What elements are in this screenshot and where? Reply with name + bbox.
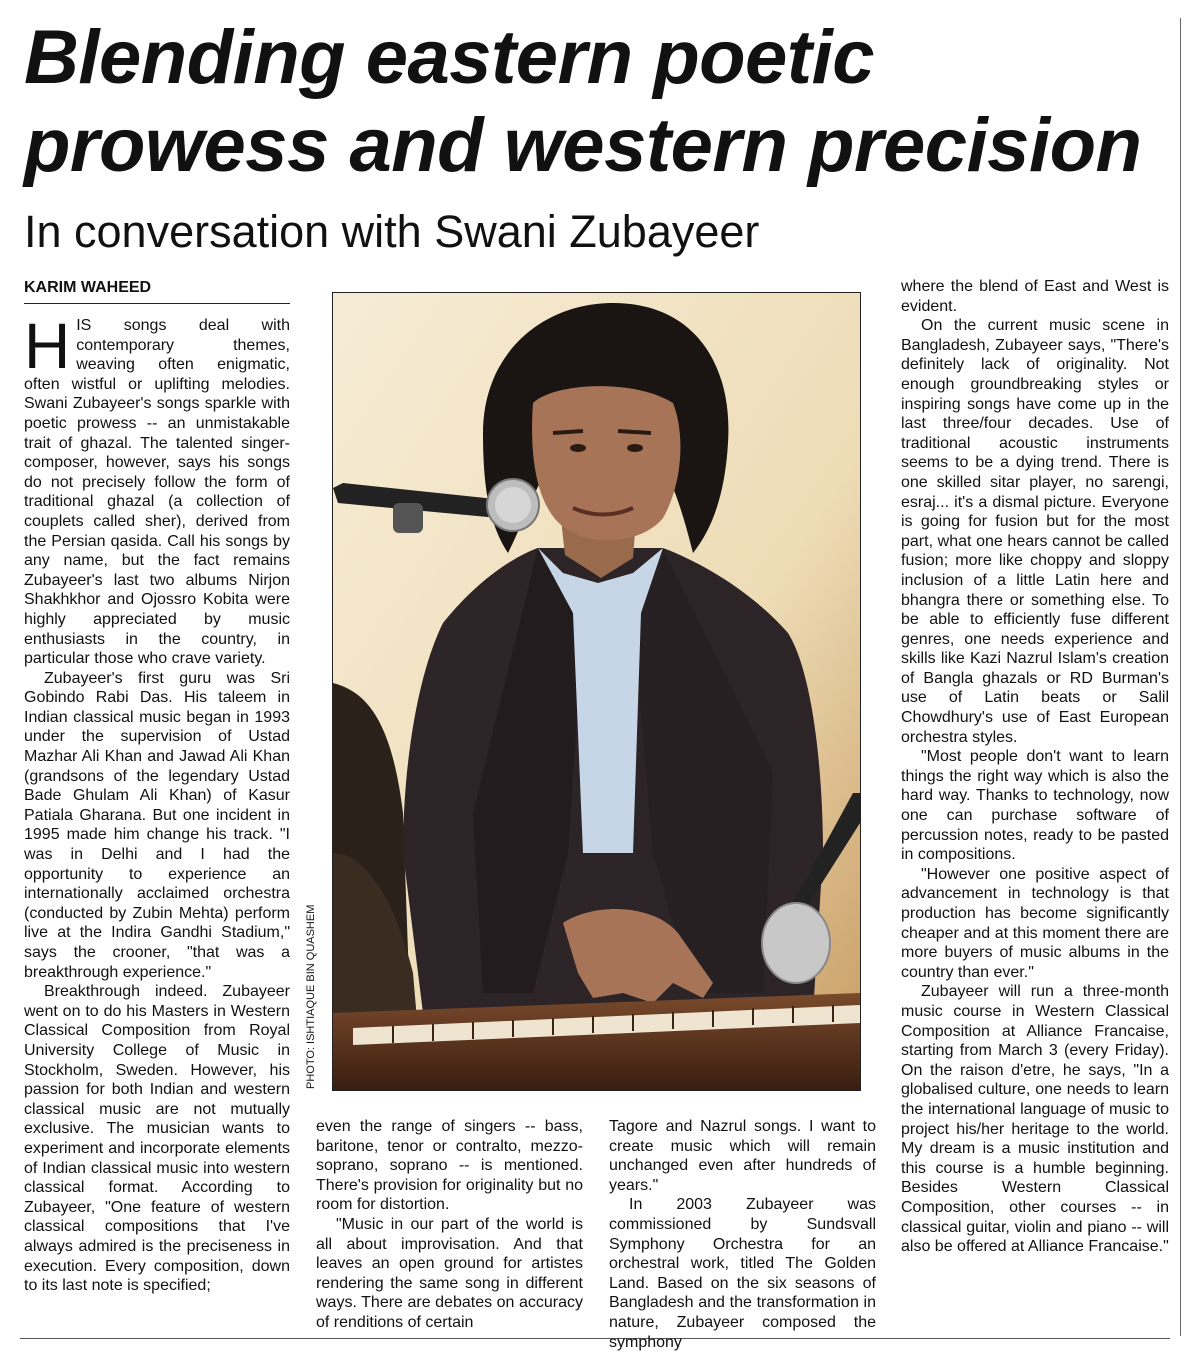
singer-at-harmonium-illustration <box>333 293 860 1090</box>
headline: Blending eastern poetic prowess and western precision <box>24 15 1142 188</box>
drop-cap: H <box>24 310 71 382</box>
paragraph: even the range of singers -- bass, baritone, tenor or contralto, mezzo-soprano, soprano -- is mentioned. There's provision for originality but no room for distortion. <box>316 1118 583 1214</box>
paragraph: where the blend of East and West is evident. <box>901 278 1169 315</box>
article-column-1 <box>24 310 290 1296</box>
byline: KARIM WAHEED <box>24 279 290 304</box>
paragraph-text: IS songs deal with contemporary themes, weaving often enigmatic, often wistful or uplifting melodies. Swani Zubayeer's songs sparkle with poetic prowess -- an unmistakable trait of ghazal. The talented singer-composer, however, says his songs do not precisely follow the form of traditional ghazal (a collection of couplets called sher), derived from the Persian qasida. Call his songs by any name, but the fact remains Zubayeer's last two albums Nirjon Shakhkhor and Ojossro Kobita were highly appreciated by music enthusiasts in the country, in particular those who crave variety. <box>24 317 290 668</box>
photo-credit: PHOTO: ISHTIAQUE BIN QUASHEM <box>305 904 317 1089</box>
subheadline: In conversation with Swani Zubayeer <box>24 206 760 257</box>
paragraph: "Music in our part of the world is all about improvisation. And that leaves an open ground for artistes rendering the same song in different ways. There are debates on accuracy of renditions of certain <box>316 1215 583 1331</box>
article-column-2 <box>316 1117 583 1333</box>
paragraph: Zubayeer will run a three-month music course in Western Classical Composition at Alliance Francaise, starting from March 3 (every Friday). On the raison d'etre, he says, "In a globalised culture, one needs to learn the international language of music to project his/her heritage to the world. My dream is a music institution and this course is a humble beginning. Besides Western Classical Composition, other courses -- in classical guitar, violin and piano -- will also be offered at Alliance Francaise." <box>901 983 1169 1256</box>
paragraph: "However one positive aspect of advancement in technology is that production has become significantly cheaper and at this moment there are more buyers of music albums in the country than ever." <box>901 865 1169 981</box>
paragraph <box>24 310 290 669</box>
paragraph: In 2003 Zubayeer was commissioned by Sundsvall Symphony Orchestra for an orchestral work, titled The Golden Land. Based on the six seasons of Bangladesh and the transformation in nature, Zubayeer composed the symphony <box>609 1196 876 1351</box>
page-border-right <box>1180 18 1181 1336</box>
paragraph: Zubayeer's first guru was Sri Gobindo Rabi Das. His taleem in Indian classical music began in 1993 under the supervision of Ustad Mazhar Ali Khan and Jawad Ali Khan (grandsons of the legendary Ustad Bade Ghulam Ali Khan) of Kasur Patiala Gharana. But one incident in 1995 made him change his track. "I was in Delhi and I had the opportunity to experience an internationally acclaimed orchestra (conducted by Zubin Mehta) perform live at the Indira Gandhi Stadium," says the crooner, "that was a breakthrough experience." <box>24 669 290 981</box>
paragraph: Tagore and Nazrul songs. I want to create music which will remain unchanged even after hundreds of years." <box>609 1118 876 1194</box>
article-column-3 <box>609 1117 876 1352</box>
page-border-bottom <box>20 1338 1170 1339</box>
paragraph: "Most people don't want to learn things the right way which is also the hard way. Thanks to technology, now one can purchase software of percussion notes, ready to be pasted in compositions. <box>901 748 1169 864</box>
article-photo <box>332 292 861 1091</box>
paragraph: On the current music scene in Bangladesh, Zubayeer says, "There's definitely lack of originality. Not enough groundbreaking styles or inspiring songs have come up in the last three/four decades. Use of traditional acoustic instruments seems to be a dying trend. There is one skilled sitar player, no sarengi, esraj... it's a dismal picture. Everyone is going for fusion but for the most part, what one hears cannot be called fusion; more like choppy and sloppy inclusion of a little Latin here and bhangra there or something else. To be able to efficiently fuse different genres, one needs experience and skills like Kazi Nazrul Islam's creation of Bangla ghazals or RD Burman's use of Latin beats or Salil Chowdhury's use of East European orchestra styles. <box>901 317 1169 746</box>
paragraph: Breakthrough indeed. Zubayeer went on to do his Masters in Western Classical Composition from Royal University College of Music in Stockholm, Sweden. However, his passion for both Indian and western classical music are not mutually exclusive. The musician wants to experiment and incorporate elements of Indian classical music into western classical format. According to Zubayeer, "One feature of western classical compositions that I've always admired is the preciseness in execution. Every composition, down to its last note is specified; <box>24 983 290 1295</box>
article-column-4 <box>901 277 1169 1257</box>
